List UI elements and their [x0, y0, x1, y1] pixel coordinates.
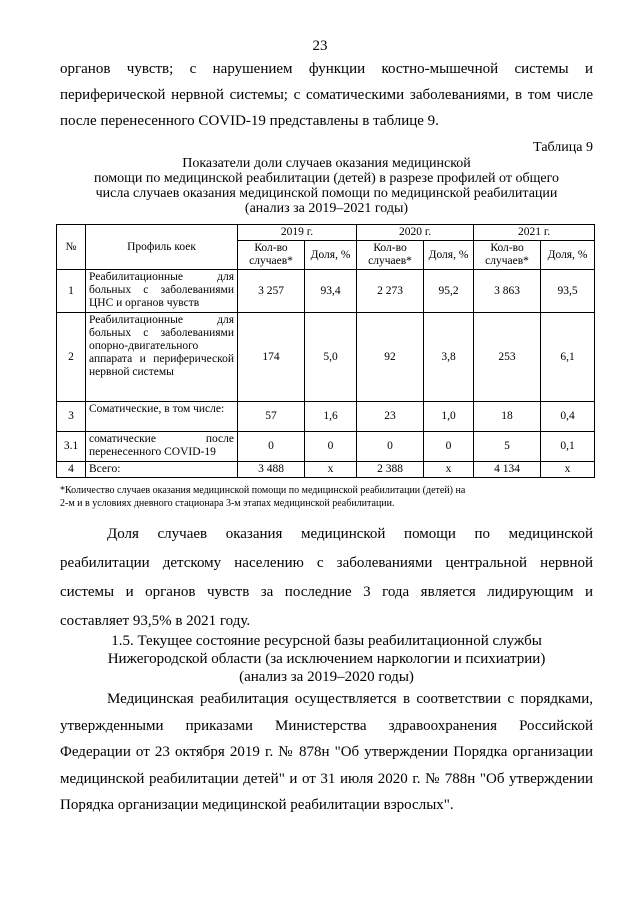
cell-share: х [541, 462, 595, 478]
cell-share: 93,4 [305, 270, 357, 313]
intro-paragraph [60, 56, 593, 134]
cell-count: 23 [357, 402, 424, 432]
table-row [57, 462, 595, 478]
page-number: 23 [312, 38, 328, 54]
header-profile: Профиль коек [86, 225, 238, 270]
cell-count: 4 134 [474, 462, 541, 478]
cell-count: 3 863 [474, 270, 541, 313]
cell-share: 0,4 [541, 402, 595, 432]
footnote-line: *Количество случаев оказания медицинской помощи по медицинской реабилитации (детей) на [60, 485, 466, 496]
cell-share: х [305, 462, 357, 478]
table-row [57, 432, 595, 462]
table-label: Таблица 9 [533, 140, 593, 155]
cell-num: 4 [57, 462, 86, 478]
cell-count: 0 [357, 432, 424, 462]
body-paragraph [60, 686, 593, 819]
cell-share: 6,1 [541, 313, 595, 402]
text-line: системы и органов чувств за последние 3 года является лидирующим и [60, 584, 593, 600]
cell-profile: соматические после перенесенного COVID-19 [86, 432, 238, 462]
cell-count: 92 [357, 313, 424, 402]
header-year: 2020 г. [357, 225, 474, 241]
cell-count: 174 [238, 313, 305, 402]
text-line: медицинской реабилитации детей" и от 31 июля 2020 г. № 788н "Об утверждении [60, 770, 593, 787]
cell-share: х [424, 462, 474, 478]
cell-share: 1,0 [424, 402, 474, 432]
header-share: Доля, % [541, 241, 595, 270]
cell-share: 5,0 [305, 313, 357, 402]
table-row [57, 270, 595, 313]
text-line: утвержденными приказами Министерства здравоохранения Российской [60, 717, 593, 734]
header-share: Доля, % [424, 241, 474, 270]
cell-profile: Реабилитационные для больных с заболеваниями опорно-двигательного аппарата и периферической нервной системы [86, 313, 238, 402]
text-line: периферической нервной системы; с соматическими заболеваниями, в том числе [60, 87, 593, 103]
text-line: Федерации от 23 октября 2019 г. № 878н "Об утверждении Порядка организации [60, 744, 593, 760]
cell-share: 93,5 [541, 270, 595, 313]
conclusion-paragraph [60, 520, 593, 636]
cell-count: 2 273 [357, 270, 424, 313]
table-title-line: числа случаев оказания медицинской помощи по медицинской реабилитации [95, 186, 558, 201]
cell-count: 253 [474, 313, 541, 402]
header-share: Доля, % [305, 241, 357, 270]
text-line: составляет 93,5% в 2021 году. [60, 613, 251, 629]
cell-num: 3 [57, 402, 86, 432]
cell-num: 1 [57, 270, 86, 313]
cell-count: 5 [474, 432, 541, 462]
text-line: Порядка организации медицинской реабилитации взрослых". [60, 797, 454, 813]
text-line: после перенесенного COVID-19 представлены в таблице 9. [60, 113, 439, 129]
table-footnote [60, 484, 595, 510]
table-title-line: (анализ за 2019–2021 годы) [244, 201, 409, 216]
cell-profile: Реабилитационные для больных с заболеваниями ЦНС и органов чувств [86, 270, 238, 313]
cell-share: 1,6 [305, 402, 357, 432]
cell-count: 18 [474, 402, 541, 432]
section-heading-line: 1.5. Текущее состояние ресурсной базы реабилитационной службы [111, 633, 542, 649]
text-line: Доля случаев оказания медицинской помощи по медицинской [107, 526, 593, 542]
text-line: органов чувств; с нарушением функции костно-мышечной системы и [60, 61, 593, 77]
data-table [56, 224, 595, 478]
cell-count: 57 [238, 402, 305, 432]
cell-profile: Всего: [86, 462, 238, 478]
cell-num: 2 [57, 313, 86, 402]
cell-share: 0 [305, 432, 357, 462]
header-count: Кол-во случаев* [238, 241, 305, 270]
cell-num: 3.1 [57, 432, 86, 462]
section-heading [60, 632, 593, 686]
header-year: 2019 г. [238, 225, 357, 241]
text-line: Медицинская реабилитация осуществляется в соответствии с порядками, [107, 691, 593, 707]
footnote-line: 2-м и в условиях дневного стационара 3-м этапах медицинской реабилитации. [60, 498, 395, 509]
table-row [57, 313, 595, 402]
cell-share: 0 [424, 432, 474, 462]
table-row [57, 402, 595, 432]
header-num: № [57, 225, 86, 270]
table-header-row [57, 225, 595, 241]
cell-count: 0 [238, 432, 305, 462]
header-year: 2021 г. [474, 225, 595, 241]
cell-count: 3 488 [238, 462, 305, 478]
text-line: реабилитации детскому населению с заболеваниями центральной нервной [60, 555, 593, 571]
table-title-line: помощи по медицинской реабилитации (детей) в разрезе профилей от общего [94, 171, 559, 186]
table-title [60, 156, 593, 216]
cell-profile: Соматические, в том числе: [86, 402, 238, 432]
cell-share: 3,8 [424, 313, 474, 402]
cell-share: 0,1 [541, 432, 595, 462]
cell-count: 3 257 [238, 270, 305, 313]
header-count: Кол-во случаев* [474, 241, 541, 270]
section-heading-line: (анализ за 2019–2020 годы) [239, 669, 414, 685]
cell-share: 95,2 [424, 270, 474, 313]
cell-count: 2 388 [357, 462, 424, 478]
table-title-line: Показатели доли случаев оказания медицинской [182, 156, 471, 171]
section-heading-line: Нижегородской области (за исключением наркологии и психиатрии) [107, 651, 546, 667]
header-count: Кол-во случаев* [357, 241, 424, 270]
